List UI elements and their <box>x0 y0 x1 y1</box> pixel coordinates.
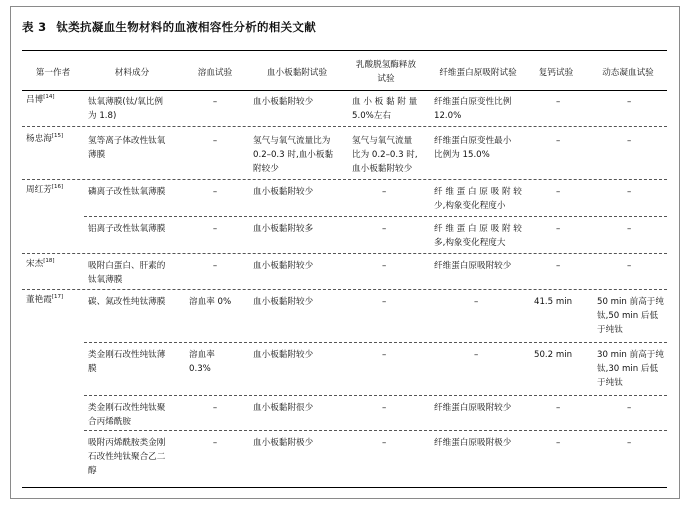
dynamic-cell: – <box>627 261 632 271</box>
material-cell: 吸附白蛋白、肝素的 <box>88 261 166 271</box>
author-cell <box>26 183 63 197</box>
row-divider <box>22 126 667 127</box>
row-divider <box>22 289 667 290</box>
recalcification-cell: – <box>556 187 561 197</box>
table-caption-number: 表 3 <box>22 20 47 34</box>
fibrinogen-cell: 纤 维 蛋 白 原 吸 附 较 <box>434 187 522 197</box>
platelet-cell: 血小板黏附较少 <box>253 187 314 197</box>
recalcification-cell: – <box>556 438 561 448</box>
hemolysis-cell: – <box>212 438 218 448</box>
header-recalcification: 复钙试验 <box>538 68 574 78</box>
platelet-cell: 血小板黏附较少 <box>253 297 314 307</box>
fibrinogen-cell: 比例为 15.0% <box>434 150 490 160</box>
ldh-cell: – <box>382 187 387 197</box>
hemolysis-cell: 溶血率 <box>189 350 215 360</box>
table-caption-title: 钛类抗凝血生物材料的血液相容性分析的相关文献 <box>56 20 317 34</box>
ldh-cell: – <box>382 438 387 448</box>
reference-mark: [14] <box>43 94 55 101</box>
ldh-cell: – <box>382 297 387 307</box>
author-cell <box>26 132 63 146</box>
dynamic-cell: – <box>627 136 632 146</box>
author-cell <box>26 93 55 107</box>
dynamic-cell: – <box>627 403 632 413</box>
reference-mark: [17] <box>51 294 64 301</box>
dynamic-cell: 钛,30 min 后低 <box>597 364 659 374</box>
material-cell: 合丙烯酰胺 <box>88 417 131 427</box>
header-material: 材料成分 <box>114 68 150 78</box>
material-cell: 钛氧薄膜(钛/氧比例 <box>88 97 163 107</box>
platelet-cell: 血小板黏附很少 <box>253 403 314 413</box>
recalcification-cell: 41.5 min <box>534 297 573 307</box>
dynamic-cell: 钛,50 min 后低 <box>597 311 659 321</box>
ldh-cell: 血小板黏附较少 <box>352 164 413 174</box>
subrow-divider <box>84 216 667 217</box>
header-author: 第一作者 <box>35 68 71 78</box>
platelet-cell: 血小板黏附较多 <box>253 224 314 234</box>
bottom-rule <box>22 487 667 488</box>
hemolysis-cell: – <box>212 224 218 234</box>
fibrinogen-cell: 纤维蛋白原吸附较少 <box>434 403 512 413</box>
ldh-cell: 比为 0.2–0.3 时, <box>352 150 418 160</box>
ldh-cell: 血 小 板 黏 附 量 <box>352 97 418 107</box>
dynamic-cell: 于纯钛 <box>597 378 623 388</box>
author-name: 宋杰 <box>26 259 44 269</box>
dynamic-cell: 于纯钛 <box>597 325 623 335</box>
platelet-cell: 附较少 <box>253 164 279 174</box>
material-cell: 铝离子改性钛氧薄膜 <box>88 224 166 234</box>
recalcification-cell: – <box>556 136 561 146</box>
material-cell: 为 1.8) <box>88 111 117 121</box>
platelet-cell: 血小板黏附极少 <box>253 438 314 448</box>
recalcification-cell: – <box>556 97 561 107</box>
table-caption <box>22 19 316 35</box>
material-cell: 醇 <box>88 466 97 476</box>
author-cell <box>26 293 63 307</box>
fibrinogen-cell: – <box>474 297 479 307</box>
ldh-cell: – <box>382 350 387 360</box>
header-ldh-line2: 试验 <box>377 74 395 84</box>
row-divider <box>22 253 667 254</box>
material-cell: 薄膜 <box>88 150 106 160</box>
reference-mark: [15] <box>51 133 64 140</box>
subrow-divider <box>84 430 667 431</box>
ldh-cell: 氢气与氧气流量 <box>352 136 413 146</box>
dynamic-cell: – <box>627 224 632 234</box>
hemolysis-cell: – <box>212 136 218 146</box>
platelet-cell: 氢气与氧气流量比为 <box>253 136 331 146</box>
header-fibrinogen: 纤维蛋白原吸附试验 <box>439 68 517 78</box>
header-rule <box>22 90 667 91</box>
subrow-divider <box>84 342 667 343</box>
fibrinogen-cell: 纤维蛋白原吸附较少 <box>434 261 512 271</box>
platelet-cell: 血小板黏附较少 <box>253 350 314 360</box>
reference-mark: [18] <box>43 258 55 265</box>
material-cell: 石改性纯钛聚合乙二 <box>88 452 166 462</box>
top-rule <box>22 50 667 51</box>
dynamic-cell: 30 min 前高于纯 <box>597 350 664 360</box>
ldh-cell: – <box>382 261 387 271</box>
material-cell: 类金刚石改性纯钛聚 <box>88 403 166 413</box>
recalcification-cell: – <box>556 261 561 271</box>
header-hemolysis: 溶血试验 <box>197 68 233 78</box>
platelet-cell: 血小板黏附较少 <box>253 97 314 107</box>
material-cell: 钛氧薄膜 <box>88 275 123 285</box>
subrow-divider <box>84 395 667 396</box>
platelet-cell: 血小板黏附较少 <box>253 261 314 271</box>
author-name: 董艳霞 <box>26 295 52 305</box>
hemolysis-cell: 0.3% <box>189 364 211 374</box>
fibrinogen-cell: 纤维蛋白原吸附极少 <box>434 438 512 448</box>
dynamic-cell: – <box>627 438 632 448</box>
reference-mark: [16] <box>51 184 64 191</box>
material-cell: 碳、氮改性纯钛薄膜 <box>88 297 166 307</box>
hemolysis-cell: 溶血率 0% <box>189 297 232 307</box>
hemolysis-cell: – <box>212 403 218 413</box>
recalcification-cell: – <box>556 403 561 413</box>
dynamic-cell: – <box>627 97 632 107</box>
material-cell: 类金刚石改性纯钛薄 <box>88 350 166 360</box>
author-name: 周红芳 <box>26 185 52 195</box>
recalcification-cell: – <box>556 224 561 234</box>
ldh-cell: – <box>382 224 387 234</box>
material-cell: 膜 <box>88 364 97 374</box>
dynamic-cell: 50 min 前高于纯 <box>597 297 664 307</box>
header-dynamic: 动态凝血试验 <box>602 68 654 78</box>
header-platelet: 血小板黏附试验 <box>266 68 328 78</box>
hemolysis-cell: – <box>212 261 218 271</box>
fibrinogen-cell: – <box>474 350 479 360</box>
fibrinogen-cell: 纤维蛋白原变性最小 <box>434 136 512 146</box>
fibrinogen-cell: 纤 维 蛋 白 原 吸 附 较 <box>434 224 522 234</box>
fibrinogen-cell: 12.0% <box>434 111 462 121</box>
material-cell: 磷离子改性钛氧薄膜 <box>88 187 166 197</box>
platelet-cell: 0.2–0.3 时,血小板黏 <box>253 150 334 160</box>
author-name: 杨忠海 <box>26 134 52 144</box>
row-divider <box>22 179 667 180</box>
fibrinogen-cell: 少,构象变化程度小 <box>434 201 506 211</box>
ldh-cell: – <box>382 403 387 413</box>
hemolysis-cell: – <box>212 97 218 107</box>
material-cell: 氢等离子体改性钛氧 <box>88 136 166 146</box>
ldh-cell: 5.0%左右 <box>352 111 392 121</box>
dynamic-cell: – <box>627 187 632 197</box>
author-name: 吕博 <box>26 95 44 105</box>
fibrinogen-cell: 纤维蛋白原变性比例 <box>434 97 512 107</box>
hemolysis-cell: – <box>212 187 218 197</box>
material-cell: 吸附丙烯酰胺类金刚 <box>88 438 166 448</box>
recalcification-cell: 50.2 min <box>534 350 573 360</box>
header-ldh-line1: 乳酸脱氢酶释放 <box>355 60 417 70</box>
fibrinogen-cell: 多,构象变化程度大 <box>434 238 506 248</box>
author-cell <box>26 257 55 271</box>
